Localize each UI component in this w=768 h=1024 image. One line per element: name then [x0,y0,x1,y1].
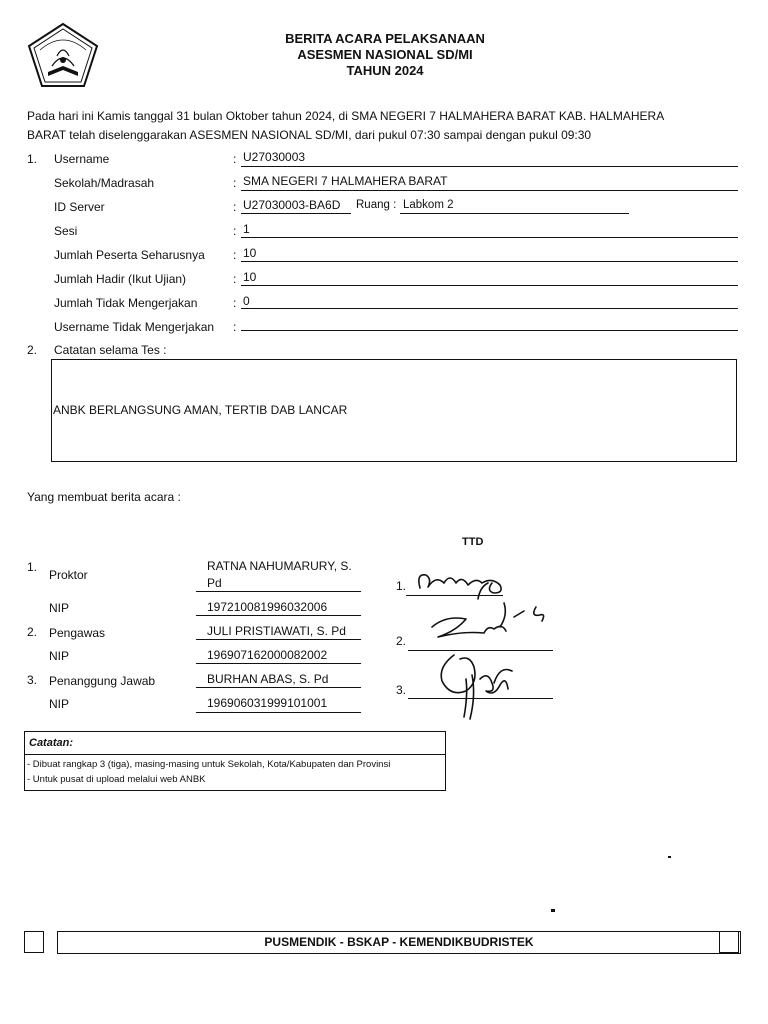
catatan-item: - Untuk pusat di upload melalui web ANBK [27,774,206,785]
field-label-id-server: ID Server [54,200,105,214]
catatan-item: - Dibuat rangkap 3 (tiga), masing-masing untuk Sekolah, Kota/Kabupaten dan Provinsi [27,759,391,770]
signer1-name-underline [196,591,361,592]
field-colon: : [233,176,237,190]
print-mark [668,856,671,858]
signer1-nip: 197210081996032006 [207,600,328,614]
tut-wuri-handayani-logo [26,22,100,88]
document-title-line1: BERITA ACARA PELAKSANAAN [285,31,485,46]
field-colon: : [233,200,237,214]
signer2-nip-underline [196,663,361,664]
field-underline [241,237,738,238]
ruang-label: Ruang : [356,199,397,211]
field-underline [241,213,351,214]
document-title-line2: ASESMEN NASIONAL SD/MI [297,47,473,62]
field-value-id-server: U27030003-BA6D [243,198,341,212]
signer1-nip-underline [196,615,361,616]
field-underline [241,308,738,309]
sig1-number: 1. [396,579,407,593]
signer1-role: Proktor [49,568,88,582]
signers-intro: Yang membuat berita acara : [27,490,181,504]
field-value-username: U27030003 [243,150,306,164]
notes-text: ANBK BERLANGSUNG AMAN, TERTIB DAB LANCAR [53,403,348,417]
catatan-title: Catatan: [29,737,74,749]
signer3-number: 3. [27,673,38,687]
field-underline [241,330,738,331]
signer2-number: 2. [27,625,38,639]
signer2-nip: 196907162000082002 [207,648,328,662]
section2-number: 2. [27,343,38,357]
section2-label: Catatan selama Tes : [54,343,167,357]
catatan-separator [24,754,446,755]
field-underline [241,166,738,167]
field-value-jumlah-hadir: 10 [243,270,257,284]
intro-line1: Pada hari ini Kamis tanggal 31 bulan Oktober tahun 2024, di SMA NEGERI 7 HALMAHERA BARAT KAB. HALMAHERA [27,109,665,123]
field-value-sesi: 1 [243,222,250,236]
signer3-name: BURHAN ABAS, S. Pd [207,672,329,686]
ruang-value: Labkom 2 [403,199,454,211]
signer3-role: Penanggung Jawab [49,674,156,688]
print-mark [551,909,555,912]
footer-left-square [24,931,44,953]
field-value-sekolah: SMA NEGERI 7 HALMAHERA BARAT [243,174,448,188]
field-value-tidak-mengerjakan: 0 [243,294,250,308]
signer1-name-line2: Pd [207,576,222,590]
field-label-username: Username [54,152,110,166]
signer2-name: JULI PRISTIAWATI, S. Pd [207,624,346,638]
signer3-name-underline [196,687,361,688]
ttd-label: TTD [462,536,484,548]
signer2-name-underline [196,639,361,640]
field-label-sekolah: Sekolah/Madrasah [54,176,155,190]
field-colon: : [233,248,237,262]
signer3-nip-label: NIP [49,697,70,711]
signer3-nip-underline [196,712,361,713]
field-label-username-tidak-mengerjakan: Username Tidak Mengerjakan [54,320,215,334]
field-colon: : [233,272,237,286]
field-colon: : [233,296,237,310]
footer-banner: PUSMENDIK - BSKAP - KEMENDIKBUDRISTEK [57,931,741,954]
field-label-sesi: Sesi [54,224,78,238]
handwritten-signatures [396,555,568,725]
section1-number: 1. [27,152,38,166]
field-underline [241,285,738,286]
field-label-jumlah-hadir: Jumlah Hadir (Ikut Ujian) [54,272,187,286]
signer1-number: 1. [27,560,38,574]
field-underline [241,261,738,262]
signer1-nip-label: NIP [49,601,70,615]
signer2-nip-label: NIP [49,649,70,663]
signer2-role: Pengawas [49,626,106,640]
sig3-number: 3. [396,683,407,697]
field-colon: : [233,152,237,166]
signer1-name-line1: RATNA NAHUMARURY, S. [207,559,352,573]
field-value-jumlah-peserta: 10 [243,246,257,260]
sig2-number: 2. [396,634,407,648]
signer3-nip: 196906031999101001 [207,696,328,710]
ruang-underline [400,213,629,214]
document-title-line3: TAHUN 2024 [346,63,424,78]
field-colon: : [233,320,237,334]
field-label-jumlah-peserta: Jumlah Peserta Seharusnya [54,248,205,262]
intro-line2: BARAT telah diselenggarakan ASESMEN NASIONAL SD/MI, dari pukul 07:30 sampai dengan pukul 09:30 [27,128,592,142]
field-underline [241,190,738,191]
field-label-tidak-mengerjakan: Jumlah Tidak Mengerjakan [54,296,198,310]
footer-right-square [719,931,739,953]
field-colon: : [233,224,237,238]
